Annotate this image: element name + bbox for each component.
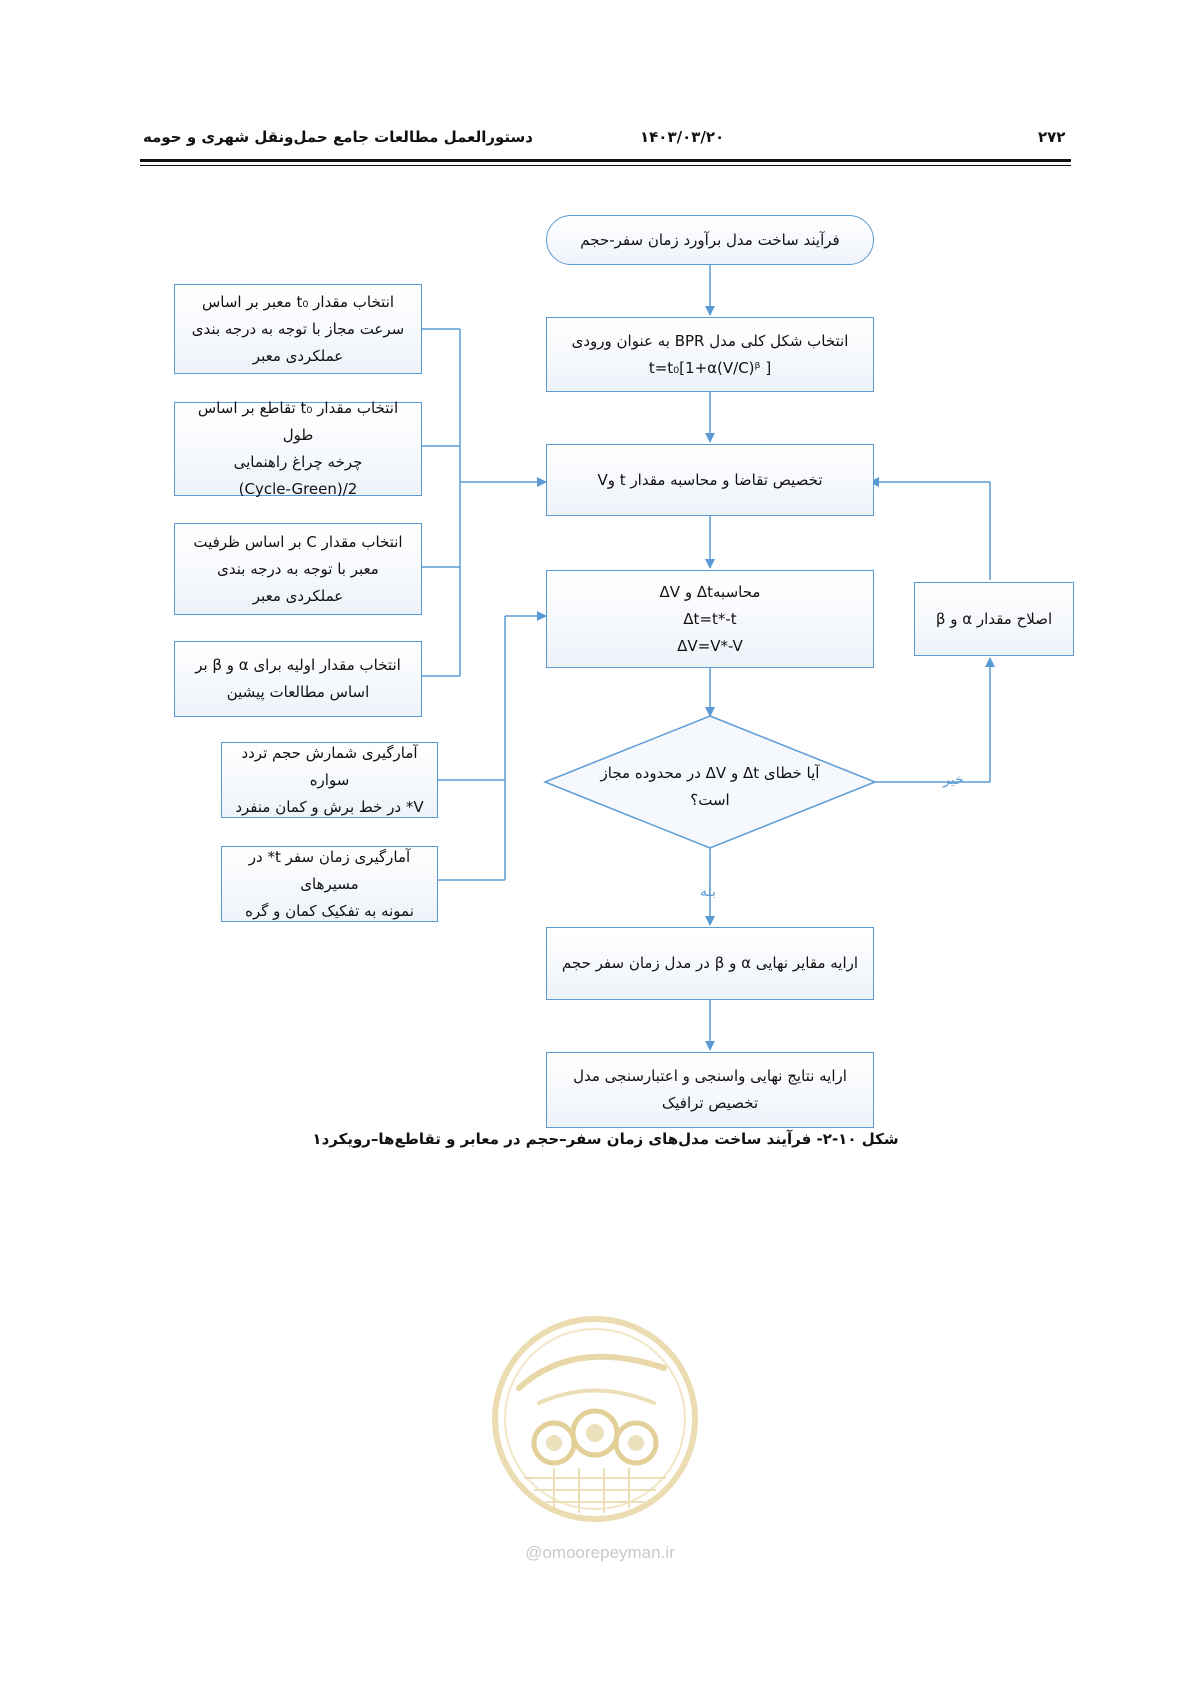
input-3-line3: عملکردی معبر xyxy=(252,586,344,605)
survey-box-volume xyxy=(221,742,438,818)
arrow-no-to-adjust xyxy=(870,658,990,782)
input-2-line1: انتخاب مقدار t₀ تقاطع بر اساس طول xyxy=(197,399,399,444)
survey-2-line1: آمارگیری زمان سفر t* در مسیرهای xyxy=(248,847,411,893)
input-2-line3: (Cycle-Green)/2 xyxy=(238,480,358,498)
input-2-line2: چرخه چراغ راهنمایی xyxy=(233,453,363,471)
final-results-box xyxy=(546,1052,874,1128)
select-bpr-line1: انتخاب شکل کلی مدل BPR به عنوان ورودی xyxy=(571,331,849,350)
survey-2-line2: نمونه به تفکیک کمان و گره xyxy=(245,901,414,920)
watermark-url: @omoorepeyman.ir xyxy=(525,1543,675,1562)
survey-1-line2: V* در خط برش و کمان منفرد xyxy=(235,797,424,816)
compute-box xyxy=(546,570,874,668)
adjust-box xyxy=(914,582,1074,656)
compute-line1: محاسبهΔt و ΔV xyxy=(659,582,761,601)
start-text: فرآیند ساخت مدل برآورد زمان سفر-حجم xyxy=(580,230,840,249)
input-4-line1: انتخاب مقدار اولیه برای α و β بر xyxy=(195,656,401,674)
decision-line1: آیا خطای Δt و ΔV در محدوده مجاز xyxy=(600,764,820,782)
no-label: خیر xyxy=(943,772,964,788)
input-3-line2: معبر با توجه به درجه بندی xyxy=(217,559,379,578)
select-bpr-box xyxy=(546,317,874,392)
compute-line2: Δt=t*-t xyxy=(683,609,737,628)
input-box-alpha-beta xyxy=(174,641,422,717)
figure-caption: شکل ۱۰-۲- فرآیند ساخت مدل‌های زمان سفر–حجم در معابر و تقاطع‌ها–رویکرد۱ xyxy=(312,1130,899,1148)
input-1-line3: عملکردی معبر xyxy=(252,346,344,365)
watermark-logo xyxy=(484,1308,706,1530)
survey-box-travel-time xyxy=(221,846,438,922)
start-terminal xyxy=(546,215,874,265)
decision-text xyxy=(575,760,845,814)
input-4-line2: اساس مطالعات پیشین xyxy=(226,683,370,701)
input-box-t0-intersection xyxy=(174,399,422,498)
input-1-line2: سرعت مجاز با توجه به درجه بندی xyxy=(191,319,405,338)
header-title: دستورالعمل مطالعات جامع حمل‌ونقل شهری و حومه xyxy=(143,128,533,146)
input-box-capacity xyxy=(174,523,422,615)
bpr-formula: t=t₀[1+α(V/C)ᵝ ] xyxy=(648,358,772,377)
adjust-text: اصلاح مقدار α و β xyxy=(935,609,1053,628)
input-3-line1: انتخاب مقدار C بر اساس ظرفیت xyxy=(193,532,403,551)
input-box-t0-link xyxy=(174,284,422,374)
decision-line2: است؟ xyxy=(690,791,730,809)
header-date: ۱۴۰۳/۰۳/۲۰ xyxy=(640,128,725,146)
final-params-box xyxy=(546,927,874,1000)
final-results-line1: ارایه نتایج نهایی واسنجی و اعتبارسنجی مدل xyxy=(573,1067,847,1085)
final-results-line2: تخصیص ترافیک xyxy=(661,1094,759,1112)
arrow-adjust-to-assign xyxy=(870,482,990,580)
compute-line3: ΔV=V*-V xyxy=(677,636,743,655)
survey-1-line1: آمارگیری شمارش حجم تردد سواره xyxy=(241,743,418,789)
assign-text: تخصیص تقاضا و محاسبه مقدار t وV xyxy=(597,470,823,489)
yes-label: بله xyxy=(700,884,717,900)
final-params-text: ارایه مقایر نهایی α و β در مدل زمان سفر حجم xyxy=(561,954,859,972)
input-1-line1: انتخاب مقدار t₀ معبر بر اساس xyxy=(201,292,395,311)
assign-box xyxy=(546,444,874,516)
page-number: ۲۷۲ xyxy=(1038,128,1066,146)
